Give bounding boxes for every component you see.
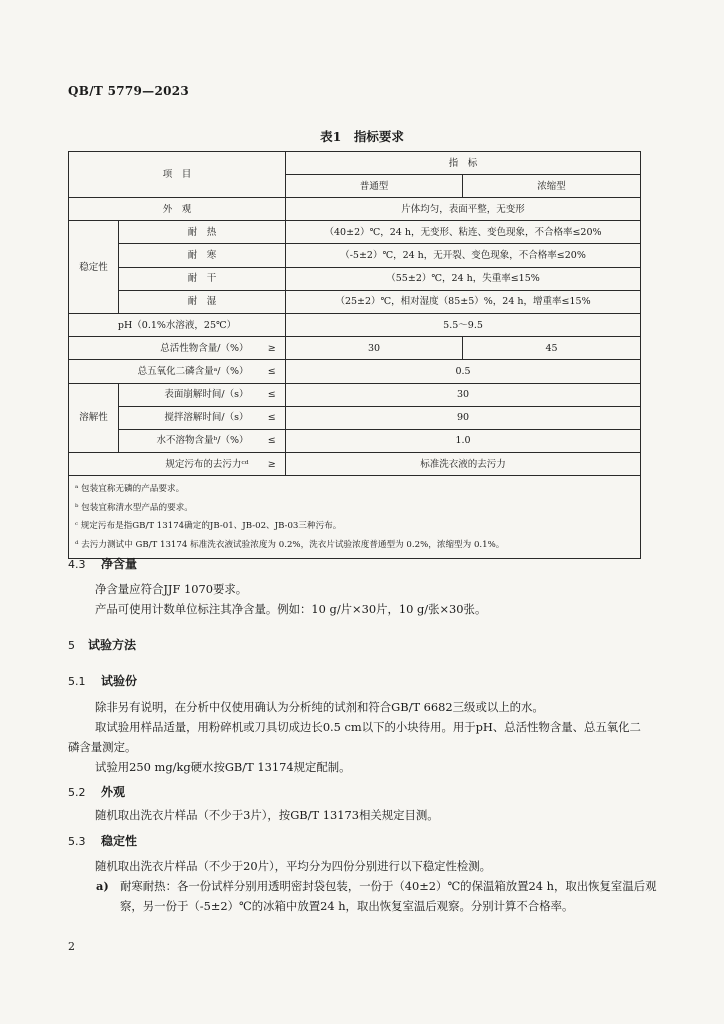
paragraph: 随机取出洗衣片样品（不少于20片），平均分为四份分别进行以下稳定性检测。 — [95, 859, 492, 873]
section-number: 5 — [68, 639, 75, 652]
ph-value: 5.5～9.5 — [286, 313, 641, 336]
section-number: 5.3 — [68, 835, 86, 848]
active-ordinary: 30 — [286, 337, 463, 360]
detergency-symbol: ≥ — [259, 453, 286, 476]
stir-label: 搅拌溶解时间/（s） — [119, 406, 259, 429]
cold-value: （-5±2）℃，24 h，无开裂、变色现象，不合格率≤20% — [286, 244, 641, 267]
page-number: 2 — [68, 940, 75, 953]
table-row — [69, 290, 641, 313]
heat-label: 耐 热 — [119, 221, 286, 244]
table-notes — [69, 476, 641, 559]
header-concentrated: 浓缩型 — [463, 175, 641, 198]
section-title: 试验方法 — [88, 638, 137, 652]
section-number: 5.2 — [68, 786, 86, 799]
paragraph: 试验用250 mg/kg硬水按GB/T 13174规定配制。 — [95, 760, 351, 774]
section-heading-5-2 — [68, 783, 125, 800]
table-row — [69, 313, 641, 336]
insoluble-value: 1.0 — [286, 429, 641, 452]
table-row — [69, 406, 641, 429]
table-note: ᵃ 包装宜称无磷的产品要求。 — [75, 484, 185, 495]
table-row — [69, 453, 641, 476]
header-ordinary: 普通型 — [286, 175, 463, 198]
section-number: 5.1 — [68, 675, 86, 688]
p2o5-label: 总五氧化二磷含量ᵃ/（%） — [69, 360, 259, 383]
paragraph: 净含量应符合JJF 1070要求。 — [95, 582, 248, 596]
table-row — [69, 337, 641, 360]
surface-value: 30 — [286, 383, 641, 406]
p2o5-symbol: ≤ — [259, 360, 286, 383]
header-index: 指 标 — [286, 152, 641, 175]
stir-value: 90 — [286, 406, 641, 429]
table-note: ᵇ 包装宜称清水型产品的要求。 — [75, 502, 193, 513]
insoluble-label: 水不溶物含量ᵇ/（%） — [119, 429, 259, 452]
paragraph: 随机取出洗衣片样品（不少于3片），按GB/T 13173相关规定目测。 — [95, 808, 439, 822]
section-title: 试验份 — [101, 674, 138, 688]
paragraph: 除非另有说明，在分析中仅使用确认为分析纯的试剂和符合GB/T 6682三级或以上的水。 — [95, 700, 544, 714]
dissolution-label: 溶解性 — [69, 383, 119, 453]
header-item: 项 目 — [69, 152, 286, 198]
table-row — [69, 383, 641, 406]
table-row — [69, 198, 641, 221]
p2o5-value: 0.5 — [286, 360, 641, 383]
list-item-text: 耐寒耐热：各一份试样分别用透明密封袋包装，一份于（40±2）℃的保温箱放置24 h，取出恢复室温后观察，另一份于（-5±2）℃的冰箱中放置24 h，取出恢复室温后观察。分别计算不合格率。 — [120, 879, 657, 913]
paragraph: 取试验用样品适量，用粉碎机或刀具切成边长0.5 cm以下的小块待用。用于pH、总活性物含量、总五氧化二磷含量测定。 — [68, 720, 641, 754]
humid-label: 耐 湿 — [119, 290, 286, 313]
humid-value: （25±2）℃，相对湿度（85±5）%，24 h，增重率≤15% — [286, 290, 641, 313]
ph-label: pH（0.1%水溶液，25℃） — [69, 313, 286, 336]
active-label: 总活性物含量/（%） — [69, 337, 259, 360]
heat-value: （40±2）℃，24 h，无变形、粘连、变色现象，不合格率≤20% — [286, 221, 641, 244]
stability-label: 稳定性 — [69, 221, 119, 314]
section-heading-5-1 — [68, 672, 137, 689]
list-item-label: a) — [96, 879, 109, 893]
table-note: ᶜ 规定污布是指GB/T 13174确定的JB-01、JB-02、JB-03三种污布。 — [75, 521, 342, 532]
insoluble-symbol: ≤ — [259, 429, 286, 452]
table-row — [69, 429, 641, 452]
table-note: ᵈ 去污力测试中 GB/T 13174 标准洗衣液试验浓度为 0.2%，洗衣片试验浓度普通型为 0.2%，浓缩型为 0.1%。 — [75, 539, 505, 550]
active-symbol: ≥ — [259, 337, 286, 360]
section-title: 稳定性 — [101, 834, 138, 848]
list-item-a — [96, 876, 666, 916]
surface-label: 表面崩解时间/（s） — [119, 383, 259, 406]
section-heading-5 — [68, 636, 136, 653]
specification-table — [68, 151, 641, 559]
standard-number: QB/T 5779—2023 — [68, 84, 190, 98]
section-number: 4.3 — [68, 558, 86, 571]
table-row — [69, 267, 641, 290]
dry-value: （55±2）℃，24 h，失重率≤15% — [286, 267, 641, 290]
cold-label: 耐 寒 — [119, 244, 286, 267]
dry-label: 耐 干 — [119, 267, 286, 290]
active-concentrated: 45 — [463, 337, 641, 360]
table-header-row — [69, 152, 641, 175]
appearance-value: 片体均匀，表面平整，无变形 — [286, 198, 641, 221]
section-heading-5-3 — [68, 832, 137, 849]
table-row — [69, 360, 641, 383]
surface-symbol: ≤ — [259, 383, 286, 406]
table-title: 表1 指标要求 — [320, 129, 404, 144]
table-row — [69, 221, 641, 244]
section-heading-4-3 — [68, 555, 137, 572]
table-notes-row — [69, 476, 641, 559]
paragraph: 产品可使用计数单位标注其净含量。例如：10 g/片×30片，10 g/张×30张。 — [95, 602, 487, 616]
detergency-label: 规定污布的去污力ᶜᵈ — [69, 453, 259, 476]
section-title: 净含量 — [101, 557, 138, 571]
stir-symbol: ≤ — [259, 406, 286, 429]
section-title: 外观 — [101, 785, 126, 799]
appearance-label: 外 观 — [69, 198, 286, 221]
detergency-value: 标准洗衣液的去污力 — [286, 453, 641, 476]
table-row — [69, 244, 641, 267]
